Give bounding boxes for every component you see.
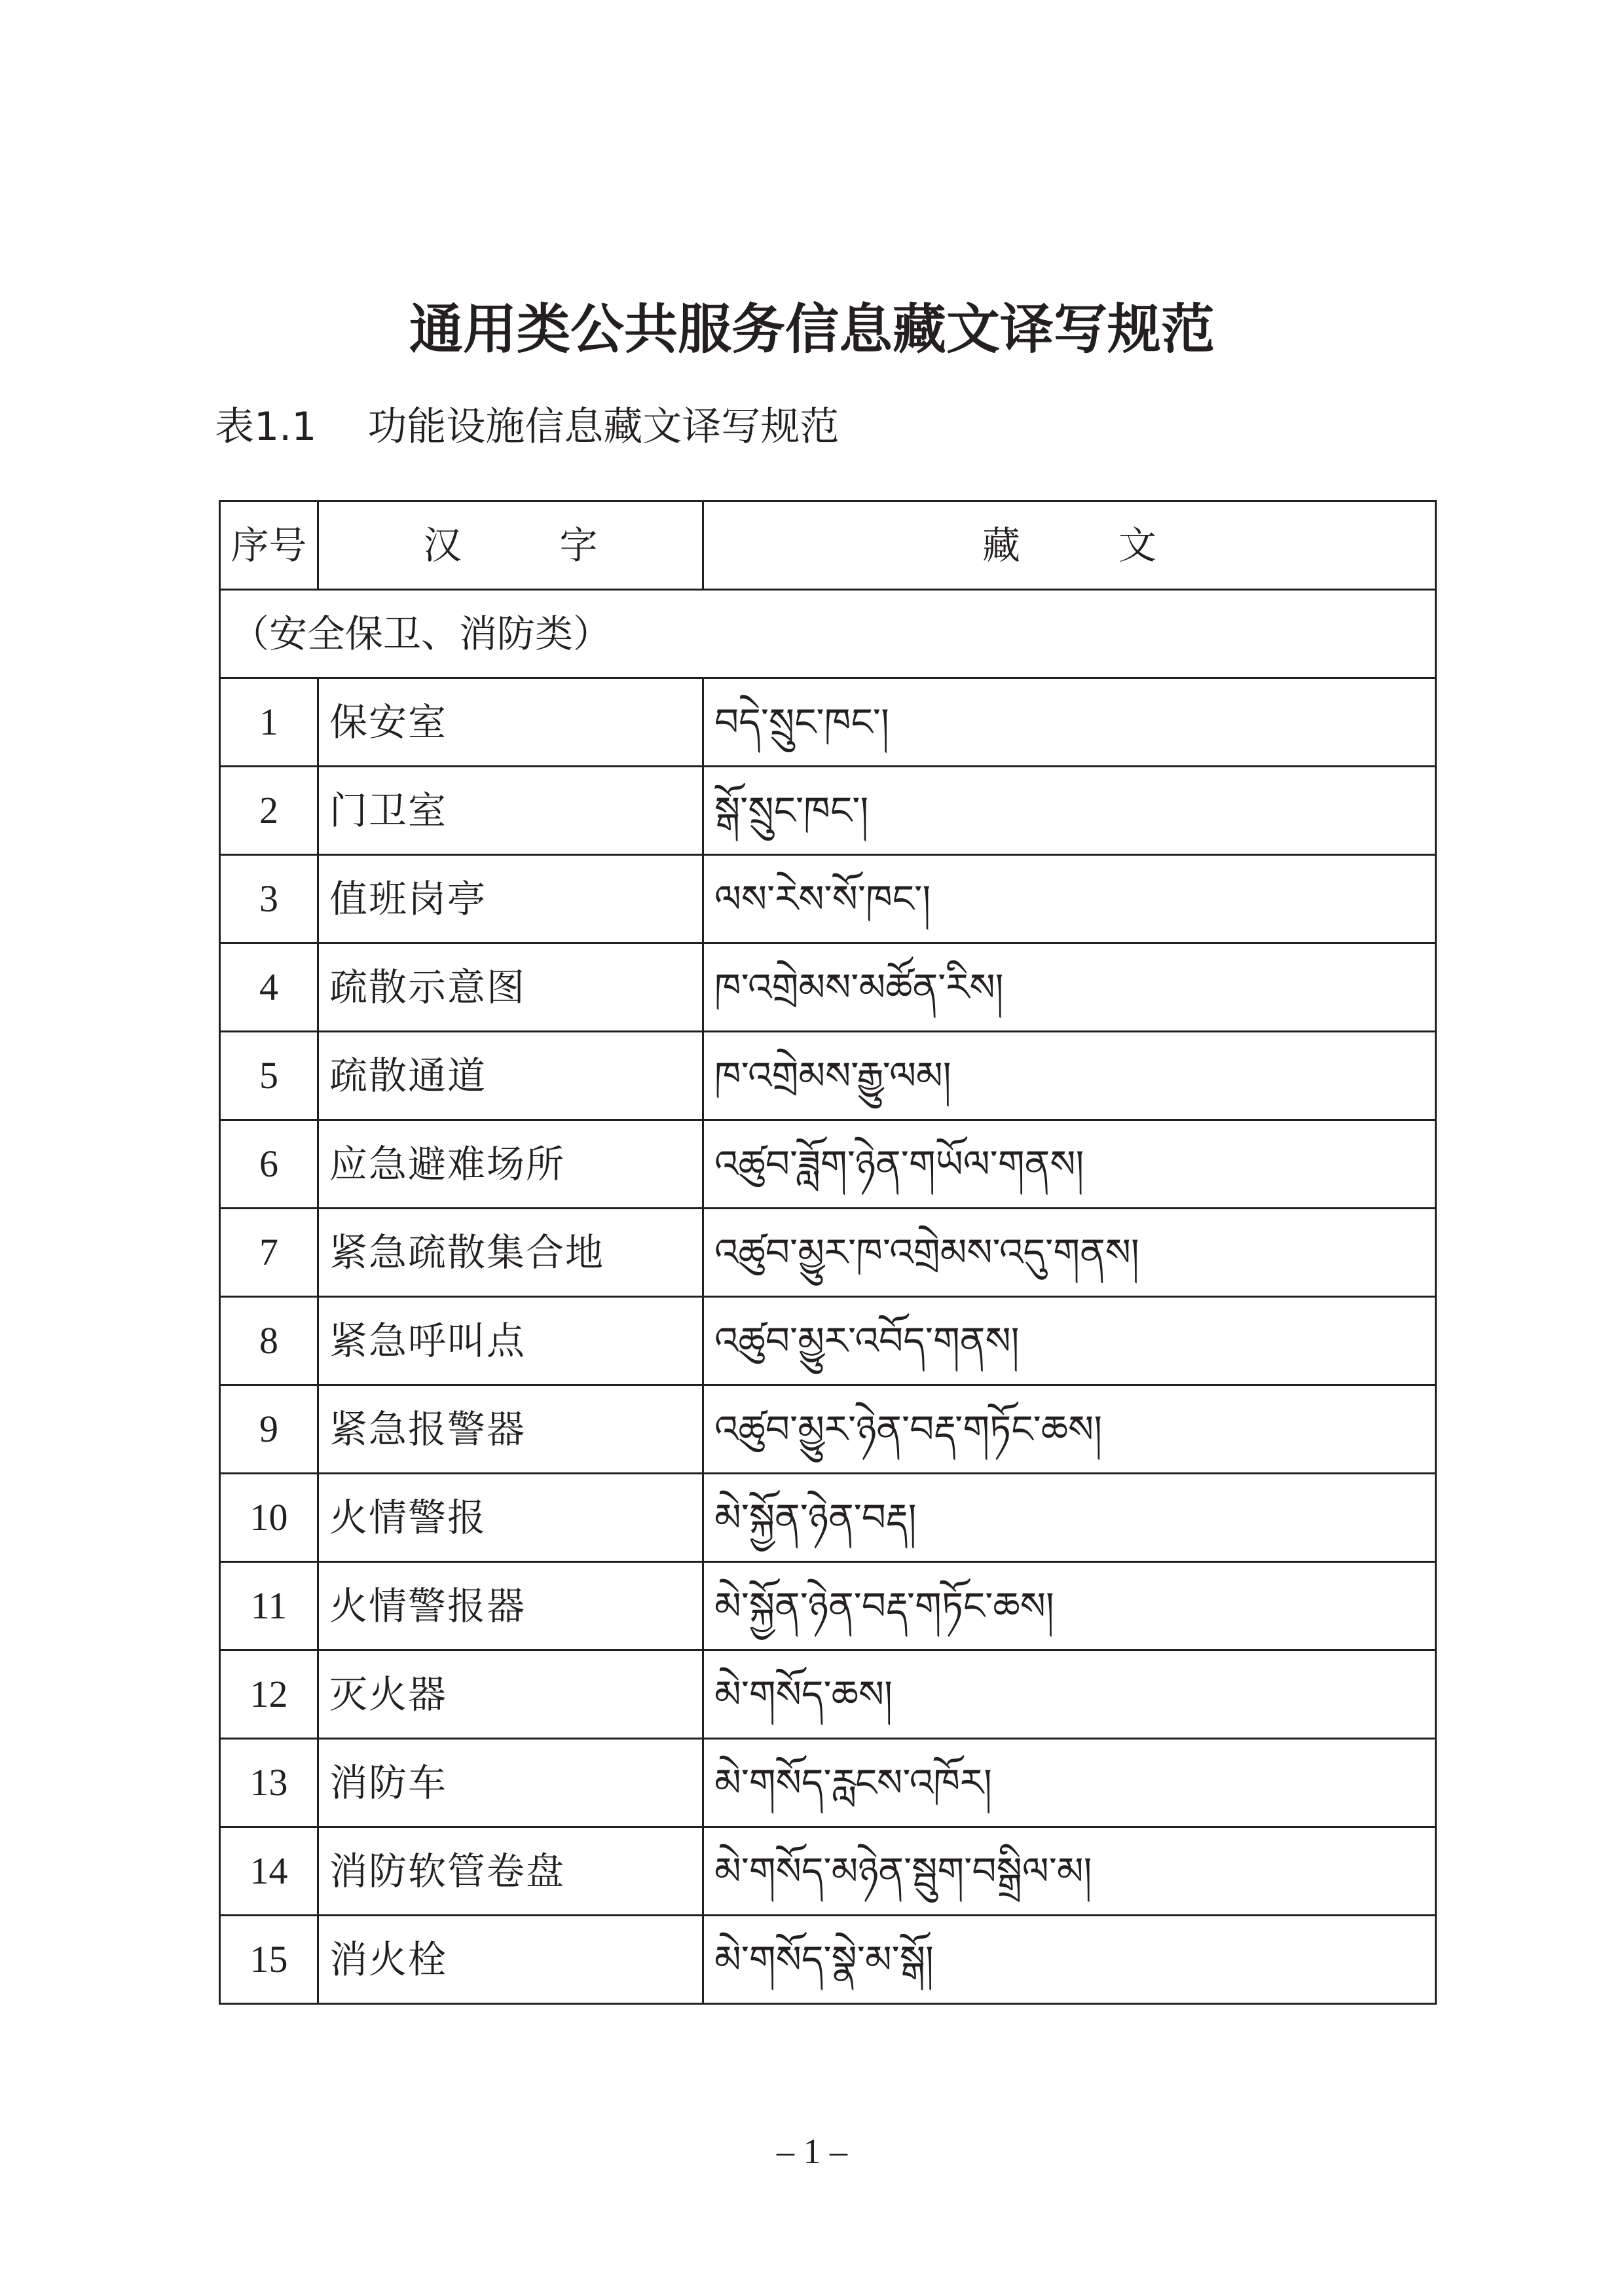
row-tibetan: ཁ་འགྲེམས་རྒྱུ་ལམ། — [703, 1032, 1436, 1120]
row-index: 7 — [220, 1209, 318, 1297]
table-row — [220, 1120, 1436, 1209]
row-index: 8 — [220, 1297, 318, 1385]
row-chinese: 消防软管卷盘 — [318, 1827, 703, 1916]
row-index: 1 — [220, 678, 318, 767]
table-row — [220, 1474, 1436, 1562]
row-tibetan: མེ་གསོད་ཆས། — [703, 1650, 1436, 1739]
row-chinese: 消火栓 — [318, 1916, 703, 2004]
row-tibetan: མེ་སྐྱོན་ཉེན་བརྡ་གཏོང་ཆས། — [703, 1562, 1436, 1650]
table-row — [220, 1916, 1436, 2004]
table-row — [220, 1209, 1436, 1297]
row-tibetan: འཚུབ་ཟློག་ཉེན་གཡོལ་གནས། — [703, 1120, 1436, 1209]
row-tibetan: ཁ་འགྲེམས་མཚོན་རིས། — [703, 943, 1436, 1032]
table-row — [220, 678, 1436, 767]
row-index: 14 — [220, 1827, 318, 1916]
row-chinese: 值班岗亭 — [318, 855, 703, 943]
table-row — [220, 1385, 1436, 1474]
row-chinese: 紧急报警器 — [318, 1385, 703, 1474]
document-title: 通用类公共服务信息藏文译写规范 — [409, 298, 1215, 361]
row-index: 3 — [220, 855, 318, 943]
row-chinese: 灭火器 — [318, 1650, 703, 1739]
table-row — [220, 1650, 1436, 1739]
row-index: 13 — [220, 1739, 318, 1827]
table-row — [220, 1739, 1436, 1827]
row-chinese: 保安室 — [318, 678, 703, 767]
table-row — [220, 1827, 1436, 1916]
header-tibetan-char-2: 文 — [1118, 523, 1157, 568]
row-index: 4 — [220, 943, 318, 1032]
row-chinese: 疏散通道 — [318, 1032, 703, 1120]
row-tibetan: འཚུབ་མྱུར་ཉེན་བརྡ་གཏོང་ཆས། — [703, 1385, 1436, 1474]
row-tibetan: མེ་གསོད་སྣེ་མ་སྒོ། — [703, 1916, 1436, 2004]
row-chinese: 应急避难场所 — [318, 1120, 703, 1209]
row-tibetan: འཚུབ་མྱུར་ཁ་འགྲེམས་འདུ་གནས། — [703, 1209, 1436, 1297]
row-chinese: 消防车 — [318, 1739, 703, 1827]
row-tibetan: མེ་གསོད་རླངས་འཁོར། — [703, 1739, 1436, 1827]
table-row — [220, 943, 1436, 1032]
row-index: 5 — [220, 1032, 318, 1120]
row-tibetan: འཚུབ་མྱུར་འབོད་གནས། — [703, 1297, 1436, 1385]
section-label: （安全保卫、消防类） — [220, 590, 1436, 678]
row-chinese: 紧急疏散集合地 — [318, 1209, 703, 1297]
table-row — [220, 1562, 1436, 1650]
header-index: 序号 — [220, 501, 318, 590]
table-row — [220, 855, 1436, 943]
row-index: 9 — [220, 1385, 318, 1474]
page-number: – 1 – — [777, 2132, 847, 2171]
row-tibetan: མེ་སྐྱོན་ཉེན་བརྡ། — [703, 1474, 1436, 1562]
row-tibetan: བདེ་སྲུང་ཁང་། — [703, 678, 1436, 767]
header-chinese-char-2: 字 — [559, 523, 598, 568]
row-tibetan: ལས་རེས་སོ་ཁང་། — [703, 855, 1436, 943]
header-tibetan-char-1: 藏 — [982, 523, 1020, 568]
table-caption — [215, 404, 840, 450]
row-chinese: 门卫室 — [318, 767, 703, 855]
table-row — [220, 1032, 1436, 1120]
section-row — [220, 590, 1436, 678]
row-tibetan: མེ་གསོད་མཉེན་སྦུག་བསྒྲིལ་མ། — [703, 1827, 1436, 1916]
row-tibetan: སྒོ་སྲུང་ཁང་། — [703, 767, 1436, 855]
row-index: 12 — [220, 1650, 318, 1739]
table-caption-text: 功能设施信息藏文译写规范 — [367, 404, 840, 450]
header-chinese — [318, 501, 703, 590]
row-index: 11 — [220, 1562, 318, 1650]
table-caption-number: 表1.1 — [215, 404, 317, 450]
row-chinese: 火情警报 — [318, 1474, 703, 1562]
header-chinese-char-1: 汉 — [423, 523, 462, 568]
row-index: 10 — [220, 1474, 318, 1562]
row-chinese: 火情警报器 — [318, 1562, 703, 1650]
row-chinese: 紧急呼叫点 — [318, 1297, 703, 1385]
row-index: 2 — [220, 767, 318, 855]
row-index: 15 — [220, 1916, 318, 2004]
row-index: 6 — [220, 1120, 318, 1209]
header-tibetan — [703, 501, 1436, 590]
translation-table — [219, 500, 1437, 2005]
table-row — [220, 1297, 1436, 1385]
table-row — [220, 767, 1436, 855]
row-chinese: 疏散示意图 — [318, 943, 703, 1032]
table-header-row — [220, 501, 1436, 590]
